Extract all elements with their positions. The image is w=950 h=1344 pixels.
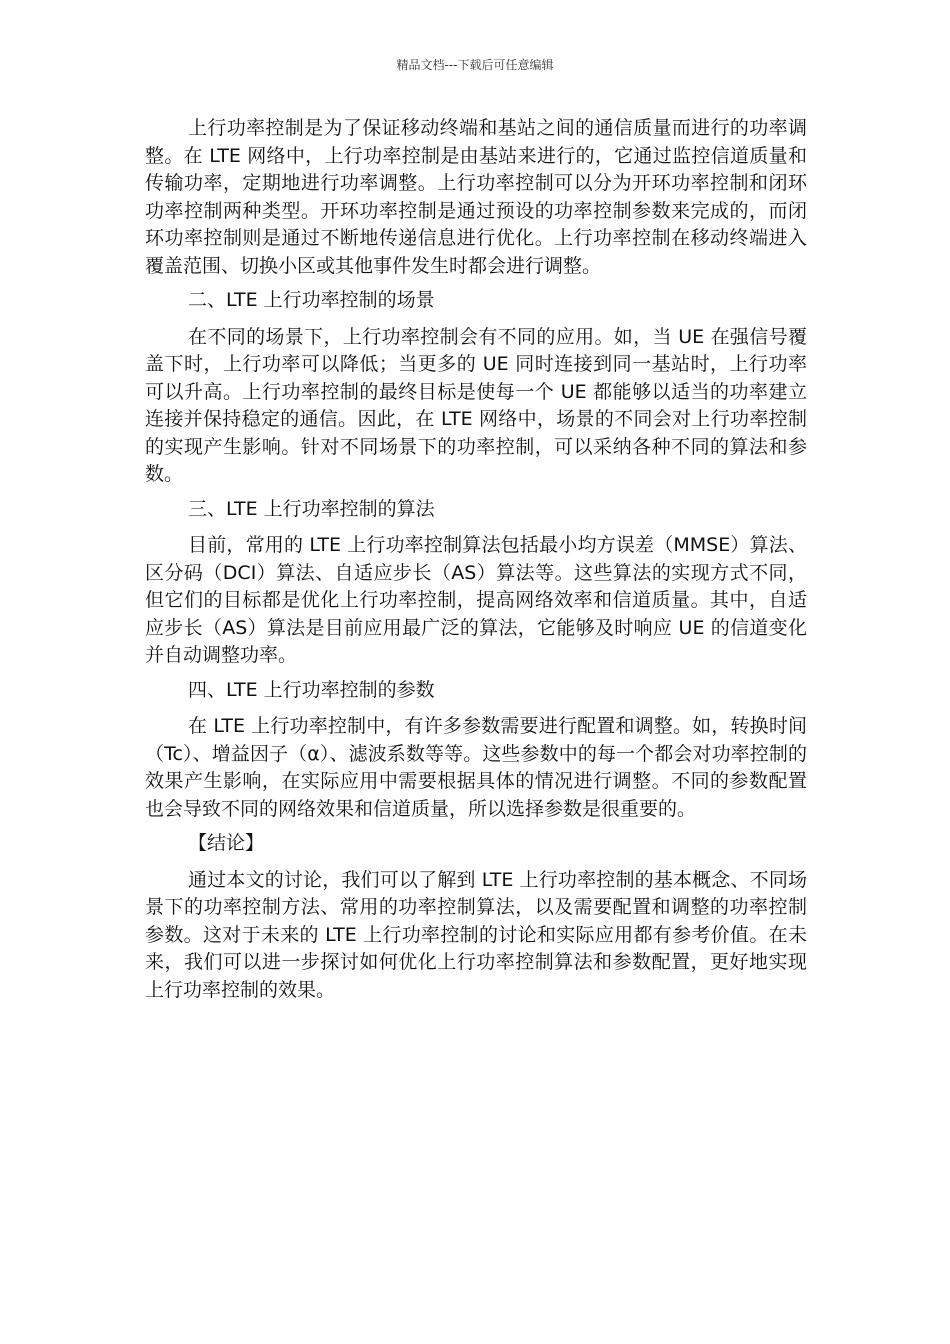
section-heading-algorithms: 三、LTE 上行功率控制的算法: [188, 497, 435, 520]
section-heading-conclusion: 【结论】: [188, 832, 265, 854]
paragraph-parameters: 在 LTE 上行功率控制中，有许多参数需要进行配置和调整。如，转换时间（Tc）、增益因子（α）、滤波系数等等。这些参数中的每一个都会对功率控制的效果产生影响，在实际应用中需要根据具体的情况进行调整。不同的参数配置也会导致不同的网络效果和信道质量，所以选择参数是很重要的。: [145, 715, 807, 820]
paragraph-scenarios: 在不同的场景下，上行功率控制会有不同的应用。如，当 UE 在强信号覆盖下时，上行功率可以降低；当更多的 UE 同时连接到同一基站时，上行功率可以升高。上行功率控制的最终目标是使每一个 UE 都能够以适当的功率建立连接并保持稳定的通信。因此，在 LTE 网络中，场景的不同会对上行功率控制的实现产生影响。针对不同场景下的功率控制，可以采纳各种不同的算法和参数。: [145, 325, 807, 485]
section-heading-scenarios: 二、LTE 上行功率控制的场景: [188, 289, 435, 311]
document-body: [145, 115, 807, 1011]
paragraph-intro: 上行功率控制是为了保证移动终端和基站之间的通信质量而进行的功率调整。在 LTE 网络中，上行功率控制是由基站来进行的，它通过监控信道质量和传输功率，定期地进行功率调整。上行功率控制可以分为开环功率控制和闭环功率控制两种类型。开环功率控制是通过预设的功率控制参数来完成的，而闭环功率控制则是通过不断地传递信息进行优化。上行功率控制在移动终端进入覆盖范围、切换小区或其他事件发生时都会进行调整。: [145, 117, 807, 277]
page-header: 精品文档---下载后可任意编辑: [396, 58, 554, 72]
paragraph-conclusion: 通过本文的讨论，我们可以了解到 LTE 上行功率控制的基本概念、不同场景下的功率控制方法、常用的功率控制算法，以及需要配置和调整的功率控制参数。这对于未来的 LTE 上行功率控制的讨论和实际应用都有参考价值。在未来，我们可以进一步探讨如何优化上行功率控制算法和参数配置，更好地实现上行功率控制的效果。: [145, 868, 807, 1001]
section-heading-parameters: 四、LTE 上行功率控制的参数: [188, 678, 435, 701]
paragraph-algorithms: 目前，常用的 LTE 上行功率控制算法包括最小均方误差（MMSE）算法、区分码（DCI）算法、自适应步长（AS）算法等。这些算法的实现方式不同，但它们的目标都是优化上行功率控制，提高网络效率和信道质量。其中，自适应步长（AS）算法是目前应用最广泛的算法，它能够及时响应 UE 的信道变化并自动调整功率。: [145, 534, 807, 666]
